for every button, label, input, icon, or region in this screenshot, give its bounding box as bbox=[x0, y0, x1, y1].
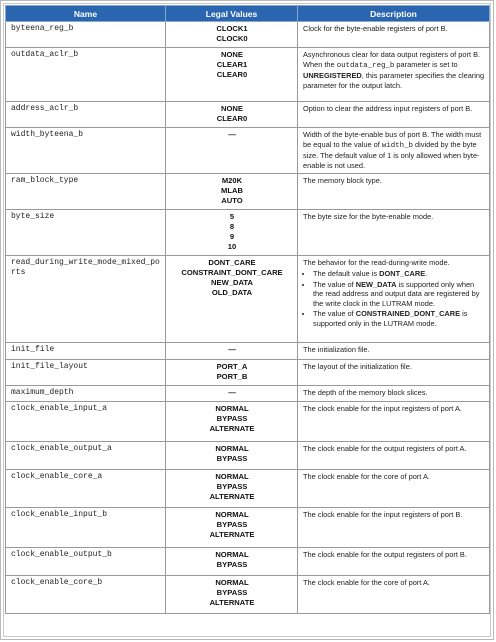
bullet-keyword: DONT_CARE bbox=[379, 268, 426, 278]
legal-value: BYPASS bbox=[216, 482, 248, 492]
bullet-keyword: CONSTRAINED_DONT_CARE bbox=[355, 309, 461, 319]
param-description: The clock enable for the core of port A. bbox=[298, 576, 490, 614]
legal-values bbox=[166, 102, 298, 128]
table-row bbox=[6, 48, 490, 102]
legal-value: CONSTRAINT_DONT_CARE bbox=[181, 268, 283, 278]
legal-values bbox=[166, 22, 298, 48]
legal-value: NEW_DATA bbox=[211, 278, 253, 288]
legal-values bbox=[166, 470, 298, 508]
bullet-text: is supported only when the read address and output data are registered by the write clock in the LUTRAM mode. bbox=[313, 279, 480, 308]
bullet-text: is supported only in the LUTRAM mode. bbox=[313, 309, 468, 328]
legal-value: BYPASS bbox=[216, 588, 248, 598]
param-description: The clock enable for the input registers of port B. bbox=[298, 508, 490, 548]
legal-value: ALTERNATE bbox=[209, 598, 255, 608]
desc-code: outdata_reg_b bbox=[336, 61, 395, 70]
param-description: The clock enable for the output registers of port B. bbox=[298, 548, 490, 576]
legal-value: NORMAL bbox=[215, 444, 249, 454]
legal-value: NORMAL bbox=[215, 472, 249, 482]
legal-value: BYPASS bbox=[216, 560, 248, 570]
table-row bbox=[6, 256, 490, 343]
legal-value: NONE bbox=[221, 104, 243, 113]
legal-value: AUTO bbox=[221, 196, 243, 206]
desc-text: Width of the byte-enable bus of port B. The width must be equal to the value of bbox=[303, 130, 482, 149]
table-row bbox=[6, 343, 490, 360]
legal-value: — bbox=[228, 388, 236, 398]
legal-value: NORMAL bbox=[215, 404, 249, 414]
legal-value: 10 bbox=[227, 242, 237, 252]
desc-code: width_b bbox=[381, 141, 413, 150]
legal-values bbox=[166, 576, 298, 614]
param-name: address_aclr_b bbox=[6, 102, 166, 128]
param-description: The clock enable for the core of port A. bbox=[298, 470, 490, 508]
param-name: clock_enable_output_a bbox=[6, 442, 166, 470]
legal-values bbox=[166, 442, 298, 470]
legal-value: ALTERNATE bbox=[209, 424, 255, 434]
bullet-keyword: NEW_DATA bbox=[355, 279, 397, 289]
legal-value: — bbox=[228, 345, 236, 355]
table-row bbox=[6, 22, 490, 48]
table-row bbox=[6, 442, 490, 470]
table-row bbox=[6, 470, 490, 508]
desc-text: divided by the byte size. The default value of 1 is only allowed when byte-enable is not used. bbox=[303, 139, 480, 170]
legal-value: BYPASS bbox=[216, 454, 248, 464]
legal-value: NONE bbox=[221, 50, 243, 59]
legal-value: NORMAL bbox=[215, 578, 249, 588]
legal-value: MLAB bbox=[221, 186, 243, 196]
param-description bbox=[298, 128, 490, 174]
table-row bbox=[6, 548, 490, 576]
table-row bbox=[6, 576, 490, 614]
header-description: Description bbox=[298, 6, 490, 22]
table-row bbox=[6, 174, 490, 210]
desc-text: The behavior for the read-during-write mode. bbox=[303, 258, 450, 268]
legal-value: CLEAR0 bbox=[216, 114, 248, 123]
legal-values bbox=[166, 386, 298, 402]
legal-values bbox=[166, 343, 298, 360]
param-name: outdata_aclr_b bbox=[6, 48, 166, 102]
bullet-text: . bbox=[425, 268, 428, 278]
legal-value: OLD_DATA bbox=[211, 288, 253, 298]
legal-value: DONT_CARE bbox=[208, 258, 256, 268]
desc-text: , this parameter specifies the clearing parameter for the output latch. bbox=[303, 71, 485, 90]
param-description: The layout of the initialization file. bbox=[298, 360, 490, 386]
legal-values bbox=[166, 128, 298, 174]
legal-value: CLEAR0 bbox=[216, 70, 248, 79]
table-row bbox=[6, 102, 490, 128]
desc-text: Asynchronous clear for data output registers of port B. When the bbox=[303, 50, 481, 69]
param-name: init_file bbox=[6, 343, 166, 360]
param-description: The byte size for the byte-enable mode. bbox=[298, 210, 490, 256]
param-name: clock_enable_core_b bbox=[6, 576, 166, 614]
param-description: Clock for the byte-enable registers of port B. bbox=[298, 22, 490, 48]
bullet-text: The value of bbox=[313, 309, 356, 319]
desc-text: parameter is set to bbox=[394, 59, 458, 69]
bullet-item bbox=[313, 280, 485, 309]
param-description: The memory block type. bbox=[298, 174, 490, 210]
param-description bbox=[298, 256, 490, 343]
bullet-text: The default value is bbox=[313, 268, 380, 278]
param-name: width_byteena_b bbox=[6, 128, 166, 174]
legal-value: NORMAL bbox=[215, 550, 249, 560]
legal-value: M20K bbox=[221, 176, 243, 186]
legal-values bbox=[166, 402, 298, 442]
legal-value: BYPASS bbox=[216, 520, 248, 530]
param-description: The depth of the memory block slices. bbox=[298, 386, 490, 402]
legal-values bbox=[166, 360, 298, 386]
legal-values bbox=[166, 48, 298, 102]
table-row bbox=[6, 128, 490, 174]
bullet-item bbox=[313, 309, 485, 328]
param-name: read_during_write_mode_mixed_ports bbox=[6, 256, 166, 343]
legal-values bbox=[166, 210, 298, 256]
param-name: clock_enable_input_a bbox=[6, 402, 166, 442]
legal-value: — bbox=[228, 130, 236, 139]
legal-value: 9 bbox=[229, 232, 235, 242]
param-name: clock_enable_input_b bbox=[6, 508, 166, 548]
page-inner-border bbox=[3, 3, 491, 637]
header-row bbox=[6, 6, 490, 22]
param-name: maximum_depth bbox=[6, 386, 166, 402]
param-description: The initialization file. bbox=[298, 343, 490, 360]
legal-values bbox=[166, 548, 298, 576]
bullet-text: The value of bbox=[313, 279, 356, 289]
legal-values bbox=[166, 256, 298, 343]
table-row bbox=[6, 386, 490, 402]
legal-value: 8 bbox=[229, 222, 235, 232]
legal-value: CLOCK0 bbox=[216, 34, 248, 43]
bullet-item bbox=[313, 269, 485, 279]
param-name: clock_enable_output_b bbox=[6, 548, 166, 576]
param-name: byte_size bbox=[6, 210, 166, 256]
header-legal-values: Legal Values bbox=[166, 6, 298, 22]
legal-values bbox=[166, 174, 298, 210]
table-row bbox=[6, 210, 490, 256]
param-description bbox=[298, 48, 490, 102]
param-description: The clock enable for the output registers of port A. bbox=[298, 442, 490, 470]
param-name: byteena_reg_b bbox=[6, 22, 166, 48]
legal-value: NORMAL bbox=[215, 510, 249, 520]
desc-keyword: UNREGISTERED bbox=[303, 71, 362, 81]
legal-value: 5 bbox=[229, 212, 235, 222]
legal-value: ALTERNATE bbox=[209, 530, 255, 540]
param-name: init_file_layout bbox=[6, 360, 166, 386]
legal-value: PORT_A bbox=[216, 362, 248, 372]
param-description: The clock enable for the input registers of port A. bbox=[298, 402, 490, 442]
parameter-table bbox=[5, 5, 490, 614]
param-name: ram_block_type bbox=[6, 174, 166, 210]
table-row bbox=[6, 402, 490, 442]
desc-bullet-list bbox=[303, 269, 485, 329]
legal-value: PORT_B bbox=[216, 372, 248, 382]
param-name: clock_enable_core_a bbox=[6, 470, 166, 508]
legal-value: CLEAR1 bbox=[216, 60, 248, 69]
legal-value: BYPASS bbox=[216, 414, 248, 424]
legal-values bbox=[166, 508, 298, 548]
table-row bbox=[6, 360, 490, 386]
table-row bbox=[6, 508, 490, 548]
param-description: Option to clear the address input registers of port B. bbox=[298, 102, 490, 128]
legal-value: ALTERNATE bbox=[209, 492, 255, 502]
legal-value: CLOCK1 bbox=[216, 24, 248, 33]
header-name: Name bbox=[6, 6, 166, 22]
